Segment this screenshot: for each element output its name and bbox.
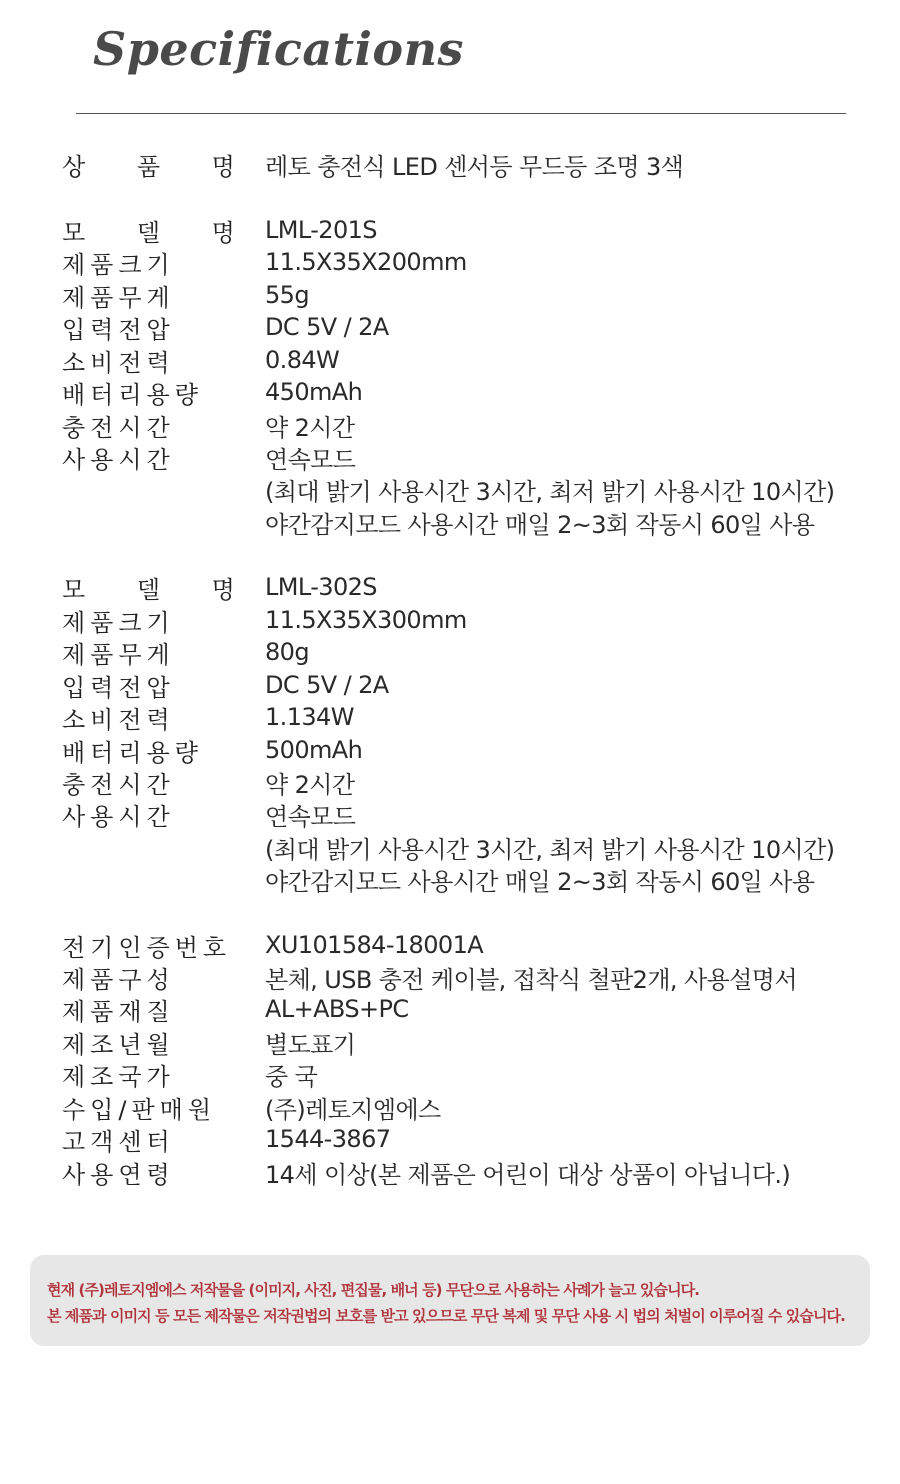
spec-label: 사용시간 [62, 445, 175, 474]
spec-label: 사용시간 [62, 802, 175, 831]
spec-label: 제품무게 [62, 283, 175, 312]
spec-value: AL+ABS+PC [265, 995, 409, 1023]
copyright-notice [30, 1255, 870, 1346]
spec-label: 배터리용량 [62, 738, 203, 767]
spec-value: 야간감지모드 사용시간 매일 2~3회 작동시 60일 사용 [265, 867, 815, 896]
spec-label: 모 델 명 [62, 218, 257, 247]
notice-line: 현재 (주)레토지엠에스 저작물을 (이미지, 사진, 편집물, 배너 등) 무단으로 사용하는 사례가 늘고 있습니다. [47, 1281, 700, 1299]
spec-value: 레토 충전식 LED 센서등 무드등 조명 3색 [265, 152, 684, 181]
spec-label: 소비전력 [62, 705, 175, 734]
spec-label: 고객센터 [62, 1127, 175, 1156]
spec-label: 제조년월 [62, 1030, 175, 1059]
spec-label: 수입/판매원 [62, 1095, 217, 1124]
spec-label: 소비전력 [62, 348, 175, 377]
spec-value: 14세 이상(본 제품은 어린이 대상 상품이 아닙니다.) [265, 1160, 791, 1189]
spec-value: LML-302S [265, 573, 377, 601]
spec-value: 450mAh [265, 378, 363, 406]
spec-label: 사용연령 [62, 1160, 175, 1189]
spec-value: 1.134W [265, 703, 354, 731]
spec-value: (주)레토지엠에스 [265, 1095, 441, 1124]
spec-value: 0.84W [265, 346, 340, 374]
spec-label: 입력전압 [62, 315, 175, 344]
notice-line: 본 제품과 이미지 등 모든 제작물은 저작권법의 보호를 받고 있으므로 무단 복제 및 무단 사용 시 법의 처벌이 이루어질 수 있습니다. [47, 1307, 845, 1325]
spec-label: 전기인증번호 [62, 933, 232, 962]
spec-value: 500mAh [265, 736, 363, 764]
spec-value: 11.5X35X200mm [265, 248, 467, 276]
spec-label: 입력전압 [62, 673, 175, 702]
spec-label: 제품크기 [62, 250, 175, 279]
spec-value: 약 2시간 [265, 770, 355, 799]
spec-label: 충전시간 [62, 413, 175, 442]
spec-label: 제품구성 [62, 965, 175, 994]
spec-label: 제조국가 [62, 1062, 175, 1091]
spec-value: 55g [265, 281, 309, 309]
spec-label: 제품크기 [62, 608, 175, 637]
spec-value: 중 국 [265, 1062, 318, 1091]
spec-value: 본체, USB 충전 케이블, 접착식 철판2개, 사용설명서 [265, 965, 797, 994]
spec-value: 약 2시간 [265, 413, 355, 442]
spec-label: 상 품 명 [62, 152, 257, 181]
spec-value: 1544-3867 [265, 1125, 391, 1153]
spec-value: 11.5X35X300mm [265, 606, 467, 634]
spec-value: (최대 밝기 사용시간 3시간, 최저 밝기 사용시간 10시간) [265, 835, 835, 864]
spec-label: 제품무게 [62, 640, 175, 669]
spec-label: 제품재질 [62, 997, 175, 1026]
spec-value: 야간감지모드 사용시간 매일 2~3회 작동시 60일 사용 [265, 510, 815, 539]
spec-label: 충전시간 [62, 770, 175, 799]
spec-value: LML-201S [265, 216, 377, 244]
spec-value: (최대 밝기 사용시간 3시간, 최저 밝기 사용시간 10시간) [265, 477, 835, 506]
page-title: Specifications [93, 22, 464, 76]
spec-value: XU101584-18001A [265, 931, 484, 959]
spec-label: 모 델 명 [62, 575, 257, 604]
spec-value: 연속모드 [265, 802, 356, 831]
spec-value: DC 5V / 2A [265, 313, 389, 341]
title-divider [76, 113, 846, 114]
spec-value: 80g [265, 638, 309, 666]
spec-label: 배터리용량 [62, 380, 203, 409]
spec-value: 연속모드 [265, 445, 356, 474]
spec-value: 별도표기 [265, 1030, 356, 1059]
spec-value: DC 5V / 2A [265, 671, 389, 699]
